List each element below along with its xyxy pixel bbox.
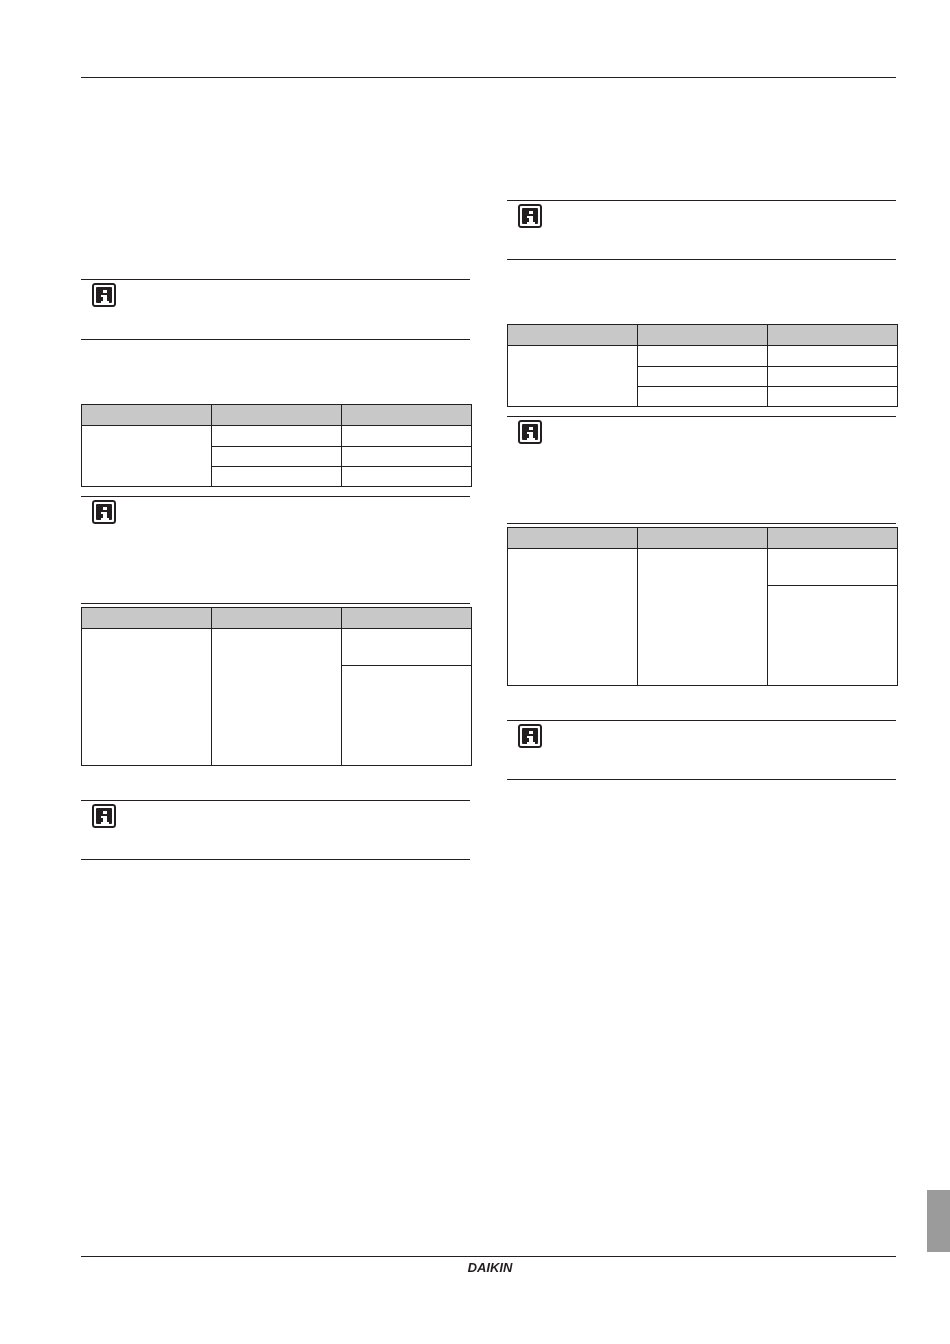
note-bottom-line <box>507 779 896 780</box>
note-bottom-line <box>507 259 896 260</box>
footer-rule <box>81 1256 896 1257</box>
table-header-row <box>82 405 472 426</box>
chapter-tab <box>927 1190 950 1252</box>
table-header-row <box>508 325 898 346</box>
logo-text: DAIKIN <box>467 1260 513 1275</box>
info-icon <box>518 204 542 228</box>
table-header-row <box>508 528 898 549</box>
table-header-row <box>82 608 472 629</box>
table-row <box>82 426 472 447</box>
note-bottom-line <box>81 859 470 860</box>
info-icon <box>92 500 116 524</box>
note-top-line <box>507 200 896 201</box>
note-bottom-line <box>81 339 470 340</box>
table-row <box>508 549 898 586</box>
note-top-line <box>507 416 896 417</box>
note-bottom-line <box>81 603 470 604</box>
table-row <box>82 629 472 666</box>
settings-table <box>81 607 472 766</box>
info-icon <box>92 804 116 828</box>
note-top-line <box>507 720 896 721</box>
note-top-line <box>81 496 470 497</box>
note-top-line <box>81 279 470 280</box>
settings-table <box>507 324 898 407</box>
info-icon <box>518 724 542 748</box>
note-top-line <box>81 800 470 801</box>
settings-table <box>81 404 472 487</box>
note-bottom-line <box>507 523 896 524</box>
daikin-logo <box>450 1259 530 1275</box>
header-rule <box>81 77 896 78</box>
info-icon <box>518 420 542 444</box>
settings-table <box>507 527 898 686</box>
info-icon <box>92 283 116 307</box>
table-row <box>508 346 898 367</box>
